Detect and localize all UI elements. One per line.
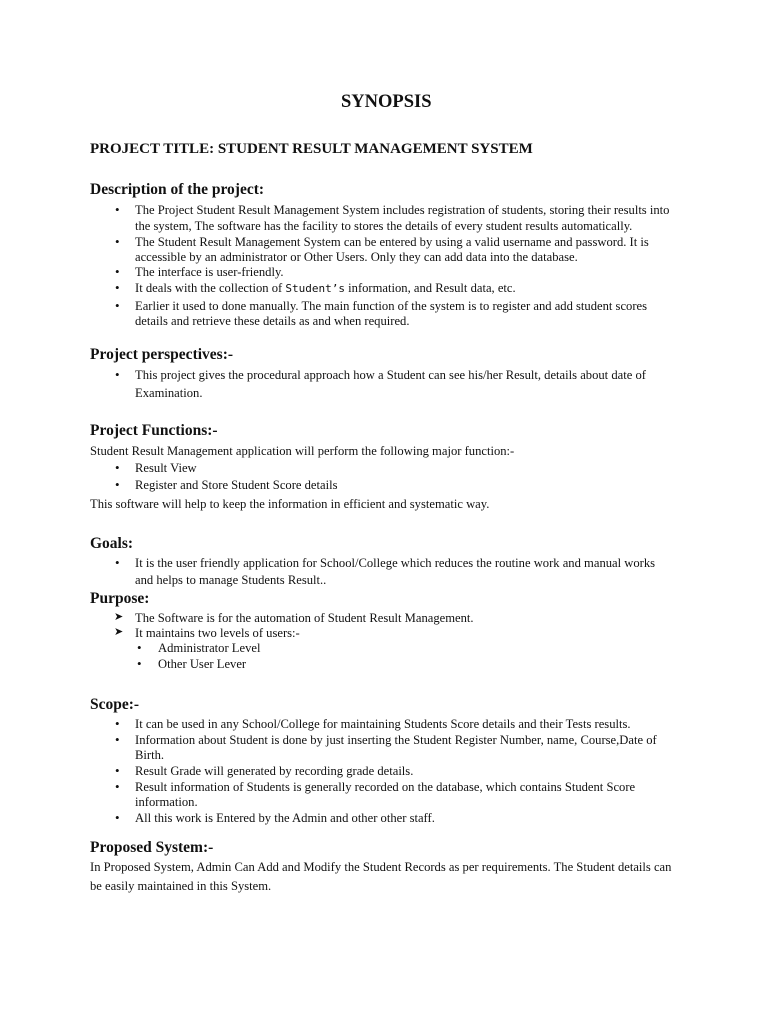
scope-item-5: All this work is Entered by the Admin and other other staff. xyxy=(135,811,435,825)
bullet-icon: • xyxy=(137,640,142,655)
bullet-icon: • xyxy=(115,234,120,249)
functions-heading: Project Functions:- xyxy=(90,422,218,439)
page-title: SYNOPSIS xyxy=(341,92,432,112)
functions-item-1: Result View xyxy=(135,461,197,475)
purpose-item-1: The Software is for the automation of Student Result Management. xyxy=(135,611,474,625)
bullet-icon: • xyxy=(115,716,120,731)
bullet-icon: • xyxy=(115,555,120,570)
description-item-1-line-2: the system, The software has the facility to stores the details of every student results automatically. xyxy=(135,219,633,233)
bullet-icon: • xyxy=(115,367,120,382)
proposed-line-1: In Proposed System, Admin Can Add and Modify the Student Records as per requirements. The Student details can xyxy=(90,860,672,874)
description-item-3: The interface is user-friendly. xyxy=(135,265,284,279)
functions-intro: Student Result Management application will perform the following major function:- xyxy=(90,444,515,458)
proposed-heading: Proposed System:- xyxy=(90,839,214,856)
bullet-icon: • xyxy=(115,202,120,217)
scope-item-2-line-1: Information about Student is done by just inserting the Student Register Number, name, Course,Date of xyxy=(135,733,657,747)
bullet-icon: • xyxy=(115,763,120,778)
scope-item-4-line-2: information. xyxy=(135,795,198,809)
functions-outro: This software will help to keep the information in efficient and systematic way. xyxy=(90,497,490,511)
description-item-4 xyxy=(135,280,516,297)
description-item-5-line-2: details and retrieve these details as and when required. xyxy=(135,314,410,328)
description-item-5-line-1: Earlier it used to done manually. The main function of the system is to register and add student scores xyxy=(135,299,648,313)
bullet-icon: • xyxy=(115,460,120,475)
bullet-icon: • xyxy=(115,810,120,825)
purpose-sub-item-1: Administrator Level xyxy=(158,641,261,655)
goals-item-1-line-1: It is the user friendly application for School/College which reduces the routine work and manual works xyxy=(135,556,656,570)
scope-item-4-line-1: Result information of Students is generally recorded on the database, which contains Student Score xyxy=(135,780,636,794)
goals-heading: Goals: xyxy=(90,535,134,552)
arrow-bullet-icon: ➤ xyxy=(114,611,124,623)
bullet-icon: • xyxy=(115,779,120,794)
bullet-icon: • xyxy=(137,656,142,671)
scope-item-2-line-2: Birth. xyxy=(135,748,165,762)
description-item-1-line-1: The Project Student Result Management System includes registration of students, storing their results into xyxy=(135,203,670,217)
description-heading: Description of the project: xyxy=(90,181,265,198)
bullet-icon: • xyxy=(115,477,120,492)
bullet-icon: • xyxy=(115,732,120,747)
purpose-sub-item-2: Other User Lever xyxy=(158,657,247,671)
project-title: PROJECT TITLE: STUDENT RESULT MANAGEMENT SYSTEM xyxy=(90,141,533,157)
description-item-2-line-1: The Student Result Management System can be entered by using a valid username and password. It is xyxy=(135,235,649,249)
perspectives-item-1-line-2: Examination. xyxy=(135,386,203,400)
scope-heading: Scope:- xyxy=(90,696,140,713)
description-item-4-part-3: information, and Result data, etc. xyxy=(345,281,516,295)
bullet-icon: • xyxy=(115,280,120,295)
proposed-line-2: be easily maintained in this System. xyxy=(90,879,272,893)
perspectives-heading: Project perspectives:- xyxy=(90,346,234,363)
description-item-4-part-1: It deals with the collection of xyxy=(135,281,286,295)
scope-item-1: It can be used in any School/College for maintaining Students Score details and their Tests results. xyxy=(135,717,631,731)
scope-item-3: Result Grade will generated by recording grade details. xyxy=(135,764,414,778)
perspectives-item-1-line-1: This project gives the procedural approach how a Student can see his/her Result, details about date of xyxy=(135,368,646,382)
bullet-icon: • xyxy=(115,264,120,279)
purpose-heading: Purpose: xyxy=(90,590,150,607)
functions-item-2: Register and Store Student Score details xyxy=(135,478,338,492)
bullet-icon: • xyxy=(115,298,120,313)
description-item-2-line-2: accessible by an administrator or Other Users. Only they can add data into the database. xyxy=(135,250,578,264)
arrow-bullet-icon: ➤ xyxy=(114,626,124,638)
purpose-item-2: It maintains two levels of users:- xyxy=(135,626,300,640)
description-item-4-student-word: Student’s xyxy=(285,282,345,295)
goals-item-1-line-2: and helps to manage Students Result.. xyxy=(135,573,327,587)
